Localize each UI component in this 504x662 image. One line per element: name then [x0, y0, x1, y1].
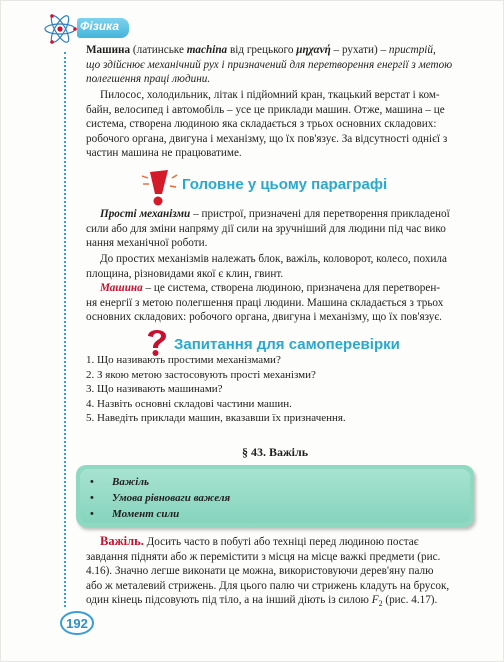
- keyword-item: • Важіль: [90, 474, 230, 490]
- text-line: робочого органа, двигуна і механізму, що їх пов'язує. За відсутності однієї з: [86, 132, 448, 145]
- questions-heading: Запитання для самоперевірки: [174, 336, 400, 353]
- text-line: частин машина не працюватиме.: [86, 147, 242, 160]
- latin-word: machina: [186, 44, 228, 56]
- question-item: 3. Що називають машинами?: [86, 383, 223, 396]
- text-span: – це система, створена людиною, призначена для перетворен-: [142, 282, 441, 294]
- page-number-badge: [60, 611, 94, 635]
- question-item: 1. Що називають простими механізмами?: [86, 354, 281, 366]
- exclamation-icon: [140, 166, 178, 208]
- text-line: завдання підняти або ж перемістити з місця на місце важкі предмети (рис.: [86, 550, 441, 563]
- keyword-item: • Умова рівноваги важеля: [90, 490, 230, 506]
- text-span: – рухати) –: [330, 44, 389, 56]
- text-line: нання механічної роботи.: [86, 237, 208, 250]
- text-line: площина, різновидами якої є клин, гвинт.: [86, 267, 284, 280]
- text-span: пристрій,: [388, 44, 436, 56]
- text-line: ня енергії з метою полегшення праці людини. Машина складається з трьох: [86, 296, 444, 309]
- text-span: – пристрої, призначені для перетворення прикладеної: [190, 208, 450, 220]
- margin-dotted-line: [64, 52, 66, 607]
- text-line: сили або для зміни напряму дії сили на зручніший для людини під час вико: [86, 222, 446, 235]
- term-machine: Машина: [86, 44, 131, 56]
- subject-title: Фізика: [80, 19, 120, 33]
- text-line: система, створена людиною яка складається з трьох основних складових:: [86, 118, 437, 131]
- questions-list: [86, 353, 464, 426]
- summary-simple-mechanisms: [86, 207, 464, 251]
- summary-machine: [86, 281, 464, 325]
- text-line: До простих механізмів належать блок, важіль, коловорот, колесо, похила: [100, 253, 447, 265]
- text-span: від грецького: [227, 44, 297, 56]
- text-line: 4.16). Значно легше виконати це можна, використовуючи дерев'яну палю: [86, 565, 434, 578]
- force-subscript: 2: [378, 599, 383, 609]
- text-line: або ж металевий стрижень. Для цього палю чи стрижень кладуть на брусок,: [86, 579, 450, 592]
- text-line: байн, велосипед і автомобіль – усе це приклади машин. Отже, машина – це: [86, 103, 445, 116]
- question-item: 4. Назвіть основні складові частини машин.: [86, 397, 292, 410]
- page-number: 192: [66, 616, 88, 631]
- text-line: полегшення праці людини.: [86, 73, 211, 86]
- text-line: основних складових: робочого органа, двигуна і механізму, що їх пов'язує.: [86, 311, 442, 324]
- text-line: Пилосос, холодильник, літак і підйомний кран, ткацький верстат і ком-: [100, 89, 440, 101]
- text-span: (латинське: [130, 44, 187, 56]
- term-machine-red: Машина: [100, 282, 143, 294]
- summary-types: [86, 252, 464, 281]
- text-line: що здійснює механічний рух і призначений для перетворення енергії з метою: [86, 58, 453, 71]
- text-span: Досить часто в побуті або техніці перед людиною постає: [143, 536, 419, 548]
- section-title: § 43. Важіль: [241, 445, 309, 459]
- question-item: 5. Наведіть приклади машин, вказавши їх призначення.: [86, 412, 346, 425]
- greek-word: μηχανή: [296, 44, 331, 56]
- atom-logo-icon: [40, 9, 80, 49]
- force-symbol: F: [371, 594, 379, 607]
- term-simple-mechanisms: Прості механізми: [100, 208, 191, 220]
- keyword-item: • Момент сили: [90, 506, 230, 522]
- keywords-list: [90, 474, 230, 522]
- text-span: один кінець підсовують під тіло, а на інший діють із силою: [86, 594, 372, 607]
- question-item: 2. З якою метою застосовують прості механізми?: [86, 368, 316, 381]
- term-lever: Важіль.: [100, 534, 144, 548]
- machine-definition: [86, 43, 464, 87]
- text-span: (рис. 4.17).: [382, 594, 438, 607]
- lever-intro: [86, 534, 464, 612]
- summary-heading: Головне у цьому параграфі: [182, 176, 388, 193]
- machine-examples: [86, 88, 464, 161]
